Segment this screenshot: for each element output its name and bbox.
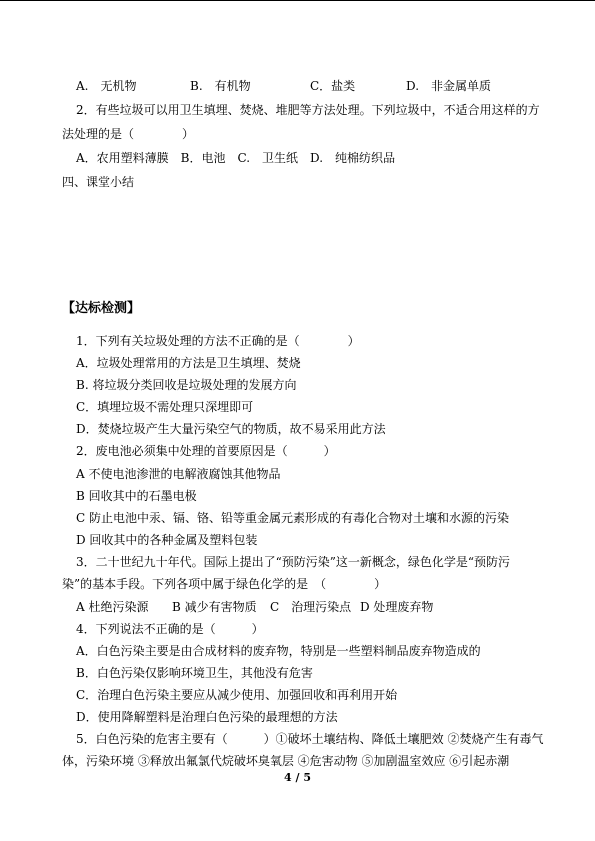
page-number: 4 / 5 (284, 771, 311, 784)
t1-option-d: D．焚烧垃圾产生大量污染空气的物质，故不易采用此方法 (76, 422, 386, 436)
t3-options (76, 600, 433, 614)
q1-option-b: B. 有机物 (190, 79, 251, 93)
t3-stem-line2: 染”的基本手段。下列各项中属于绿色化学的是 （ ） (62, 577, 387, 591)
t4-option-c: C．治理白色污染主要应从减少使用、加强回收和再利用开始 (76, 688, 398, 702)
t1-option-a: A．垃圾处理常用的方法是卫生填埋、焚烧 (76, 356, 301, 370)
q1-option-d: D. 非金属单质 (406, 79, 492, 93)
section-four-heading: 四、课堂小结 (62, 175, 135, 189)
t5-stem-line1: 5．白色污染的危害主要有（ ）①破坏土壤结构、降低土壤肥效 ②焚烧产生有毒气 (76, 732, 544, 746)
t2-option-b: B 回收其中的石墨电极 (76, 489, 197, 503)
t2-stem: 2．废电池必须集中处理的首要原因是（ ） (76, 444, 336, 458)
t2-option-a: A 不使电池渗泄的电解液腐蚀其他物品 (76, 467, 281, 481)
t4-option-d: D．使用降解塑料是治理白色污染的最理想的方法 (76, 710, 338, 724)
t5-stem-line2: 体，污染环境 ③释放出氟氯代烷破坏臭氧层 ④危害动物 ⑤加剧温室效应 ⑥引起赤潮 (62, 754, 510, 768)
t3-option-a: A 杜绝污染源 (76, 600, 149, 614)
section-title: 【达标检测】 (62, 301, 141, 316)
t4-option-b: B．白色污染仅影响环境卫生，其他没有危害 (76, 666, 313, 680)
q2-stem-line2: 法处理的是（ ） (62, 127, 195, 141)
q2-stem-line1: 2．有些垃圾可以用卫生填埋、焚烧、堆肥等方法处理。下列垃圾中，不适合用这样的方 (76, 103, 540, 117)
t1-option-b: B. 将垃圾分类回收是垃圾处理的发展方向 (76, 378, 297, 392)
t4-stem: 4．下列说法不正确的是（ ） (76, 622, 264, 636)
t3-option-c: C 治理污染点 (270, 600, 352, 614)
q1-options (76, 79, 491, 93)
top-border (0, 0, 595, 1)
t2-option-c: C 防止电池中汞、镉、铬、铅等重金属元素形成的有毒化合物对土壤和水源的污染 (76, 511, 509, 525)
t1-option-c: C．填埋垃圾不需处理只深埋即可 (76, 400, 254, 414)
t2-option-d: D 回收其中的各种金属及塑料包装 (76, 533, 258, 547)
t3-stem-line1: 3．二十世纪九十年代。国际上提出了“预防污染”这一新概念，绿色化学是“预防污 (76, 555, 511, 569)
q1-option-a: A. 无机物 (76, 79, 137, 93)
q2-options: A．农用塑料薄膜 B．电池 C. 卫生纸 D. 纯棉纺织品 (76, 151, 396, 165)
t1-stem: 1．下列有关垃圾处理的方法不正确的是（ ） (76, 334, 360, 348)
q1-option-c: C．盐类 (310, 79, 356, 93)
t3-option-d: D 处理废弃物 (360, 600, 434, 614)
t3-option-b: B 减少有害物质 (172, 600, 257, 614)
t4-option-a: A．白色污染主要是由合成材料的废弃物，特别是一些塑料制品废弃物造成的 (76, 644, 481, 658)
